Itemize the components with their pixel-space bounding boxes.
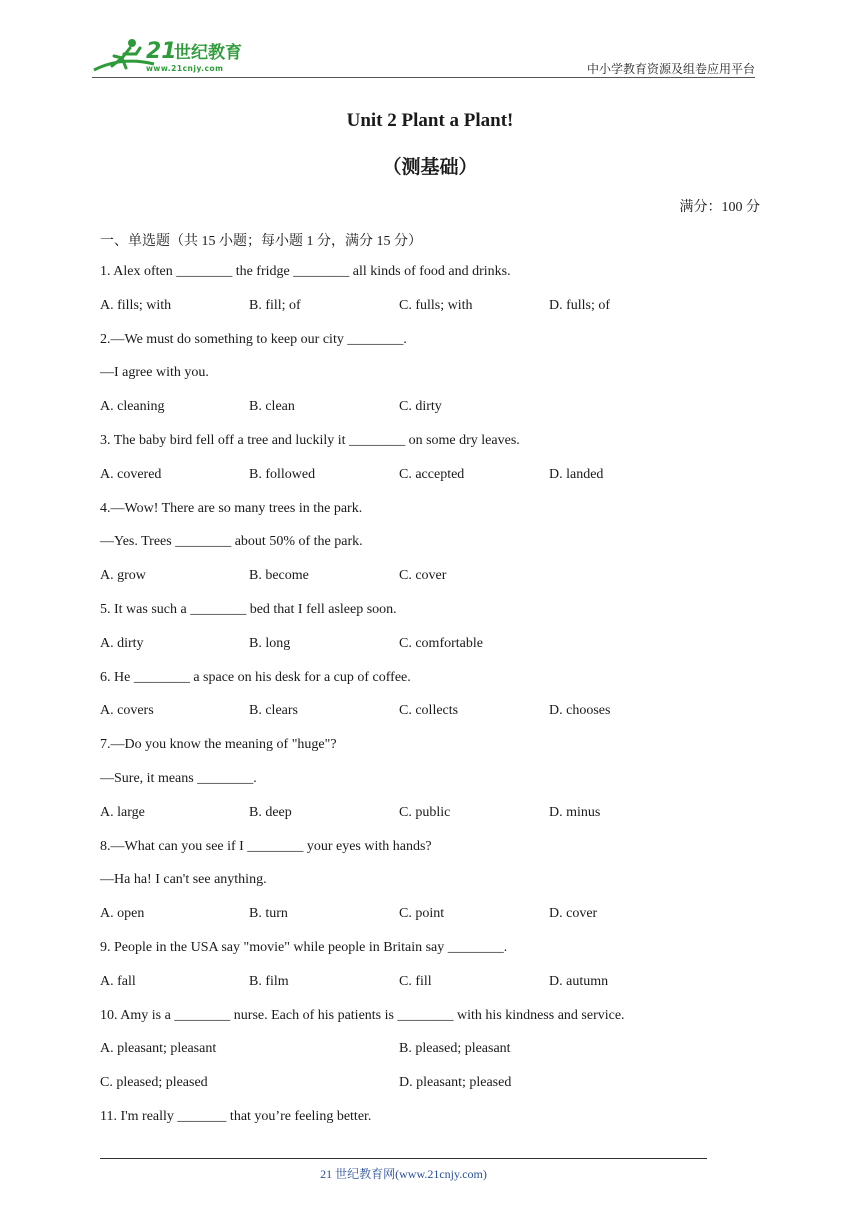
answer-option[interactable]: C. fill <box>399 973 432 989</box>
answer-option[interactable]: A. open <box>100 906 145 922</box>
answer-option[interactable]: A. covered <box>100 466 162 482</box>
question-stem: 5. It was such a ________ bed that I fell asleep soon. <box>100 602 397 617</box>
answer-option[interactable]: B. followed <box>249 466 316 482</box>
answer-option[interactable]: C. point <box>399 906 445 922</box>
answer-option[interactable]: D. fulls; of <box>549 297 611 313</box>
question-stem: 8.—What can you see if I ________ your eyes with hands? <box>100 838 432 854</box>
answer-option[interactable]: C. dirty <box>399 399 442 415</box>
answer-option[interactable]: A. fills; with <box>100 297 172 313</box>
answer-option[interactable]: B. deep <box>249 804 292 820</box>
answer-option[interactable]: D. cover <box>549 906 598 922</box>
section-heading: 一、单选题（共 15 小题；每小题 1 分，满分 15 分） <box>100 234 422 249</box>
footer-text: 21 世纪教育网(www.21cnjy.com) <box>320 1167 487 1181</box>
question-reply: —Ha ha! I can't see anything. <box>100 872 267 888</box>
answer-option[interactable]: D. autumn <box>549 973 609 989</box>
answer-option[interactable]: B. clean <box>249 399 295 415</box>
answer-option[interactable]: C. fulls; with <box>399 297 473 313</box>
answer-option[interactable]: C. cover <box>399 568 447 584</box>
question-stem: 6. He ________ a space on his desk for a cup of coffee. <box>100 669 411 685</box>
platform-name: 中小学教育资源及组卷应用平台 <box>586 62 755 76</box>
answer-option[interactable]: C. comfortable <box>399 635 483 651</box>
question-stem: 7.—Do you know the meaning of "huge"? <box>100 737 337 753</box>
page-subtitle: （测基础） <box>382 156 478 178</box>
answer-option[interactable]: C. pleased; pleased <box>100 1075 208 1091</box>
answer-option[interactable]: D. pleasant; pleased <box>399 1075 512 1091</box>
question-stem: 2.—We must do something to keep our city ________. <box>100 331 407 347</box>
header-divider <box>92 77 755 78</box>
answer-option[interactable]: D. chooses <box>549 703 611 719</box>
question-reply: —I agree with you. <box>100 365 209 381</box>
answer-option[interactable]: A. cleaning <box>100 399 165 415</box>
answer-option[interactable]: D. minus <box>549 804 601 820</box>
answer-option[interactable]: B. pleased; pleasant <box>399 1041 511 1057</box>
total-score: 满分：100 分 <box>679 200 760 215</box>
answer-option[interactable]: C. collects <box>399 703 459 719</box>
answer-option[interactable]: B. become <box>249 568 309 584</box>
question-reply: —Sure, it means ________. <box>100 771 257 786</box>
answer-option[interactable]: A. fall <box>100 973 136 989</box>
question-stem: 1. Alex often ________ the fridge ________ all kinds of food and drinks. <box>100 264 511 279</box>
footer-divider <box>100 1158 707 1159</box>
page-title: Unit 2 Plant a Plant! <box>346 110 514 131</box>
question-stem: 4.—Wow! There are so many trees in the park. <box>100 500 363 516</box>
answer-option[interactable]: C. public <box>399 804 451 820</box>
answer-option[interactable]: D. landed <box>549 466 604 482</box>
question-stem: 11. I'm really _______ that you’re feeling better. <box>100 1109 372 1124</box>
question-stem: 9. People in the USA say "movie" while people in Britain say ________. <box>100 940 508 955</box>
answer-option[interactable]: A. grow <box>100 568 146 584</box>
question-stem: 3. The baby bird fell off a tree and luckily it ________ on some dry leaves. <box>100 433 520 448</box>
logo-url: www.21cnjy.com <box>146 64 224 73</box>
answer-option[interactable]: A. covers <box>100 703 154 719</box>
answer-option[interactable]: B. film <box>249 973 289 989</box>
answer-option[interactable]: B. turn <box>249 906 288 922</box>
svg-text:21: 21 <box>146 39 177 64</box>
question-reply: —Yes. Trees ________ about 50% of the park. <box>100 534 363 550</box>
answer-option[interactable]: B. clears <box>249 703 298 719</box>
question-stem: 10. Amy is a ________ nurse. Each of his patients is ________ with his kindness and service. <box>100 1007 625 1023</box>
answer-option[interactable]: B. long <box>249 635 291 651</box>
answer-option[interactable]: B. fill; of <box>249 297 301 313</box>
logo-text: 世纪教育 <box>174 43 242 63</box>
answer-option[interactable]: C. accepted <box>399 466 465 482</box>
answer-option[interactable]: A. large <box>100 804 145 820</box>
answer-option[interactable]: A. dirty <box>100 635 144 651</box>
answer-option[interactable]: A. pleasant; pleasant <box>100 1041 217 1057</box>
